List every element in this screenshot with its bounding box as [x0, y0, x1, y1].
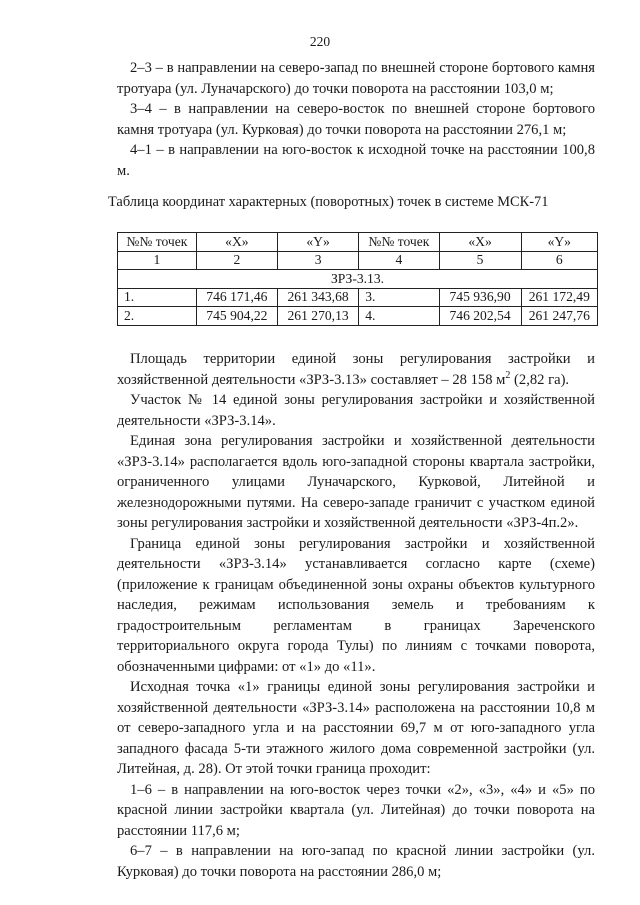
- column-number-cell: 4: [359, 251, 439, 270]
- table-caption: Таблица координат характерных (поворотных) точек в системе МСК-71: [108, 194, 549, 210]
- column-number-cell: 2: [196, 251, 277, 270]
- paragraph: 4–1 – в направлении на юго-восток к исходной точке на расстоянии 100,8 м.: [117, 142, 595, 179]
- paragraph-text: (2,82 га).: [510, 371, 570, 388]
- paragraph: 2–3 – в направлении на северо-запад по внешней стороне бортового камня тротуара (ул. Луначарского) до точки поворота на расстоянии 103,0 м;: [117, 60, 595, 97]
- table-cell: 746 171,46: [196, 288, 277, 307]
- table-cell: 261 270,13: [277, 307, 358, 326]
- table-cell: 746 202,54: [439, 307, 521, 326]
- table-row: [118, 288, 598, 307]
- body-text: [117, 349, 595, 882]
- coordinates-table: [117, 232, 598, 326]
- column-number-cell: 3: [277, 251, 358, 270]
- paragraph: Граница единой зоны регулирования застройки и хозяйственной деятельности «ЗРЗ-3.14» устанавливается согласно карте (схеме) (приложение к границам объединенной зоны охраны объектов культурного наследия, режимам использования земель и требованиям к градостроительным регламентам в границах Зареченского территориального округа города Тулы) по линиям с точками поворота, обозначенными цифрами: от «1» до «11».: [117, 535, 595, 675]
- superscript: 2: [505, 369, 511, 381]
- paragraph: Участок № 14 единой зоны регулирования застройки и хозяйственной деятельности «ЗРЗ-3.14».: [117, 392, 595, 429]
- zone-row: [118, 270, 598, 289]
- table-cell: 4.: [359, 307, 439, 326]
- column-number-cell: 6: [521, 251, 597, 270]
- paragraph-text: Площадь территории единой зоны регулирования застройки и хозяйственной деятельности «ЗРЗ-3.13» составляет – 28 158 м: [117, 351, 595, 388]
- column-number-cell: 1: [118, 251, 197, 270]
- table-cell: 2.: [118, 307, 197, 326]
- table-row: [118, 307, 598, 326]
- paragraph: Единая зона регулирования застройки и хозяйственной деятельности «ЗРЗ-3.14» располагается вдоль юго-западной стороны квартала застройки, ограниченного улицами Луначарского, Курковой, Литейной и железнодорожными путями. На северо-западе граничит с участком единой зоны регулирования застройки и хозяйственной деятельности «ЗРЗ-4п.2».: [117, 433, 595, 531]
- paragraph: 6–7 – в направлении на юго-запад по красной линии застройки (ул. Курковая) до точки поворота на расстоянии 286,0 м;: [117, 843, 595, 880]
- table-header-cell: «Y»: [277, 233, 358, 252]
- table-header-cell: «X»: [439, 233, 521, 252]
- table-cell: 1.: [118, 288, 197, 307]
- table-header-cell: №№ точек: [118, 233, 197, 252]
- paragraph: Исходная точка «1» границы единой зоны регулирования застройки и хозяйственной деятельности «ЗРЗ-3.14» расположена на расстоянии 10,8 м от северо-западного угла и на расстоянии 69,7 м от юго-западного угла западного фасада 5-ти этажного жилого дома современной застройки (ул. Литейная, д. 28). От этой точки граница проходит:: [117, 679, 595, 777]
- table-cell: 3.: [359, 288, 439, 307]
- table-cell: 745 936,90: [439, 288, 521, 307]
- top-text: [117, 58, 595, 181]
- table-cell: 261 247,76: [521, 307, 597, 326]
- table-header-cell: «Y»: [521, 233, 597, 252]
- paragraph: [117, 349, 595, 390]
- table-cell: 745 904,22: [196, 307, 277, 326]
- table-cell: 261 172,49: [521, 288, 597, 307]
- zone-label: ЗРЗ-3.13.: [118, 270, 598, 289]
- page-number: 220: [309, 34, 331, 49]
- paragraph: 1–6 – в направлении на юго-восток через точки «2», «3», «4» и «5» по красной линии застройки квартала (ул. Литейная) до точки поворота на расстоянии 117,6 м;: [117, 781, 595, 839]
- column-number-cell: 5: [439, 251, 521, 270]
- paragraph: 3–4 – в направлении на северо-восток по внешней стороне бортового камня тротуара (ул. Курковая) до точки поворота на расстоянии 276,1 м;: [117, 101, 595, 138]
- table-header-cell: «X»: [196, 233, 277, 252]
- column-number-row: [118, 251, 598, 270]
- table-header-cell: №№ точек: [359, 233, 439, 252]
- table-cell: 261 343,68: [277, 288, 358, 307]
- table-header-row: [118, 233, 598, 252]
